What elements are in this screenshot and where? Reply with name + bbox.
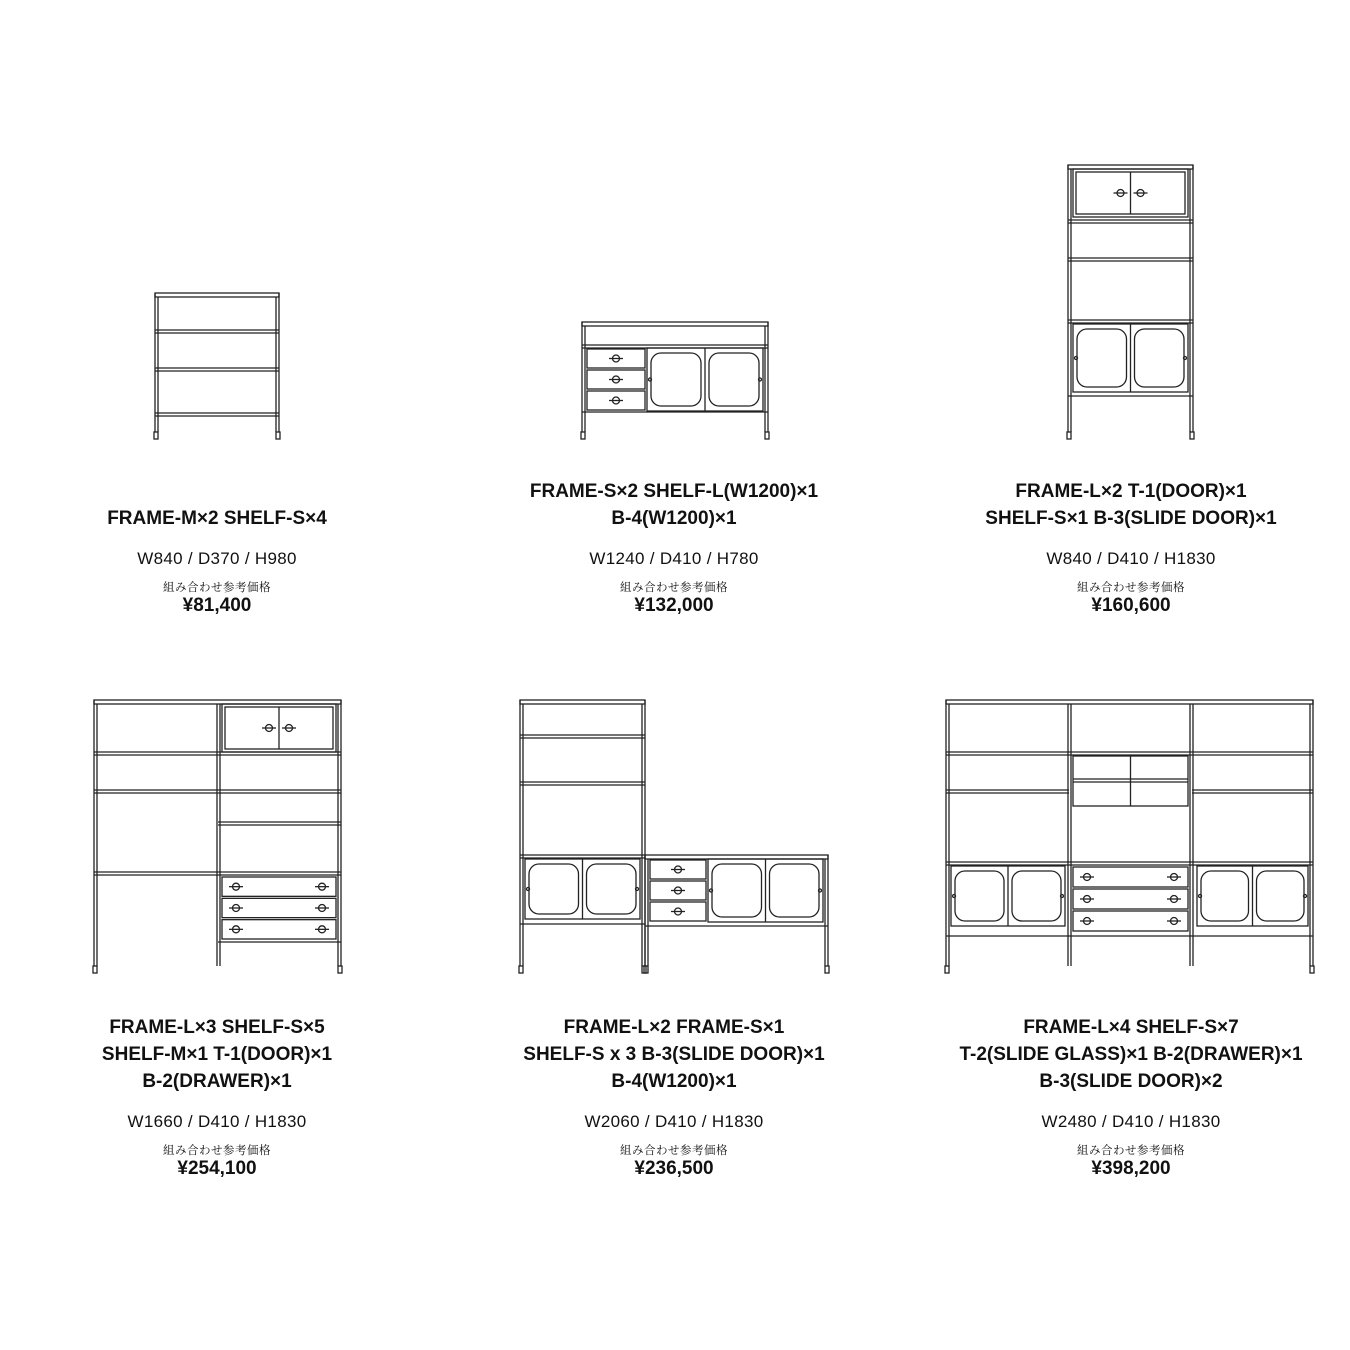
product-dimensions: W1660 / D410 / H1830 xyxy=(127,1112,307,1131)
slide-door-panel xyxy=(1257,871,1305,921)
slide-door-panel xyxy=(1012,871,1061,921)
frame-foot xyxy=(519,966,523,973)
product-title: FRAME-L×2 T-1(DOOR)×1 SHELF-S×1 B-3(SLIDE DOOR)×1 xyxy=(985,481,1277,529)
product-label xyxy=(464,1014,884,1180)
product-title: FRAME-L×3 SHELF-S×5 SHELF-M×1 T-1(DOOR)×1 B-2(DRAWER)×1 xyxy=(101,1017,333,1092)
door-knob-icon xyxy=(636,888,639,891)
frame-foot xyxy=(1067,432,1071,439)
door-knob-icon xyxy=(710,889,713,892)
frame-foot xyxy=(154,432,158,439)
price-label: 組み合わせ参考価格 xyxy=(620,1143,728,1157)
frame-foot xyxy=(765,432,769,439)
product-label xyxy=(921,1014,1341,1180)
door-knob-icon xyxy=(953,895,956,898)
price-label: 組み合わせ参考価格 xyxy=(620,580,728,594)
product-title: FRAME-M×2 SHELF-S×4 xyxy=(107,508,327,529)
door-knob-icon xyxy=(1304,895,1307,898)
product-price: ¥160,600 xyxy=(1091,595,1171,616)
frame-foot xyxy=(276,432,280,439)
door-knob-icon xyxy=(1075,357,1078,360)
frame-top xyxy=(155,293,279,297)
frame-foot xyxy=(93,966,97,973)
product-title: FRAME-S×2 SHELF-L(W1200)×1 B-4(W1200)×1 xyxy=(529,481,819,529)
price-label: 組み合わせ参考価格 xyxy=(163,1143,271,1157)
frame-foot xyxy=(945,966,949,973)
frame-foot xyxy=(338,966,342,973)
product-price: ¥132,000 xyxy=(634,595,714,616)
frame-foot xyxy=(581,432,585,439)
slide-door-panel xyxy=(529,864,579,914)
price-label: 組み合わせ参考価格 xyxy=(163,580,271,594)
door-knob-icon xyxy=(649,378,652,381)
slide-door-panel xyxy=(651,353,701,406)
frame-foot xyxy=(825,966,829,973)
product-label xyxy=(464,478,884,617)
product-dimensions: W840 / D370 / H980 xyxy=(137,549,297,568)
product-dimensions: W840 / D410 / H1830 xyxy=(1046,549,1216,568)
frame-foot xyxy=(1190,432,1194,439)
door-knob-icon xyxy=(1061,895,1064,898)
frame-top xyxy=(582,322,768,326)
frame-top xyxy=(520,700,645,704)
door-knob-icon xyxy=(819,889,822,892)
door-knob-icon xyxy=(759,378,762,381)
slide-door-panel xyxy=(1201,871,1249,921)
slide-door-panel xyxy=(955,871,1004,921)
price-label: 組み合わせ参考価格 xyxy=(1077,580,1185,594)
product-dimensions: W1240 / D410 / H780 xyxy=(589,549,759,568)
product-dimensions: W2060 / D410 / H1830 xyxy=(584,1112,764,1131)
frame-top xyxy=(946,700,1313,704)
product-price: ¥398,200 xyxy=(1091,1158,1171,1179)
product-title: FRAME-L×2 FRAME-S×1 SHELF-S x 3 B-3(SLIDE DOOR)×1 B-4(W1200)×1 xyxy=(523,1017,825,1092)
product-price: ¥236,500 xyxy=(634,1158,714,1179)
product-title: FRAME-L×4 SHELF-S×7 T-2(SLIDE GLASS)×1 B-2(DRAWER)×1 B-3(SLIDE DOOR)×2 xyxy=(959,1017,1303,1092)
slide-door-panel xyxy=(587,864,637,914)
slide-door-panel xyxy=(770,864,820,917)
product-dimensions: W2480 / D410 / H1830 xyxy=(1041,1112,1221,1131)
door-knob-icon xyxy=(527,888,530,891)
product-label xyxy=(7,1014,427,1180)
slide-door-panel xyxy=(1135,329,1185,387)
product-price: ¥254,100 xyxy=(177,1158,257,1179)
product-label xyxy=(921,478,1341,617)
door-knob-icon xyxy=(1184,357,1187,360)
product-label xyxy=(7,505,427,617)
frame-foot xyxy=(1310,966,1314,973)
price-label: 組み合わせ参考価格 xyxy=(1077,1143,1185,1157)
door-knob-icon xyxy=(1199,895,1202,898)
product-price: ¥81,400 xyxy=(182,595,252,616)
slide-door-panel xyxy=(709,353,759,406)
slide-door-panel xyxy=(1077,329,1127,387)
slide-door-panel xyxy=(712,864,762,917)
